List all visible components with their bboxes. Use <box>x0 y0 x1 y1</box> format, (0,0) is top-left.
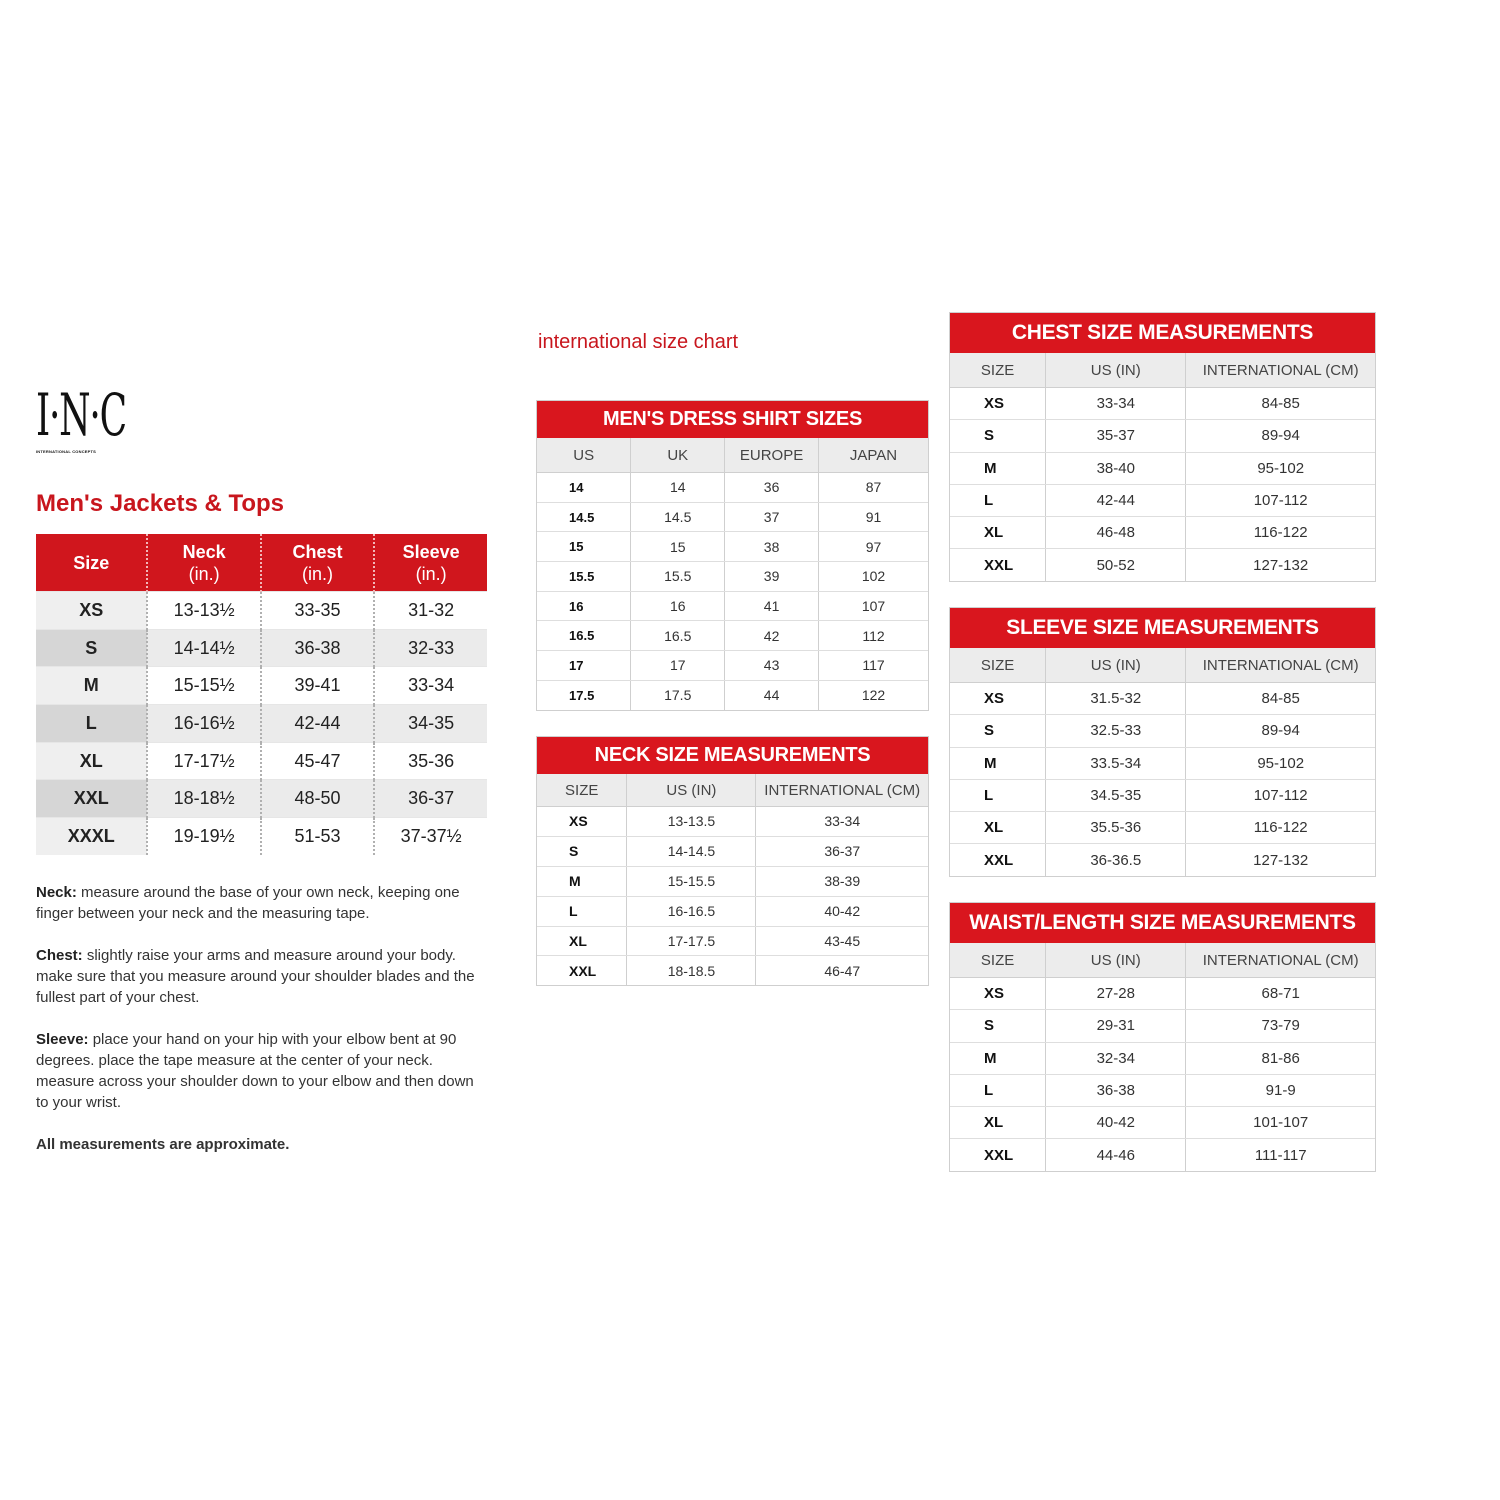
size-cell: L <box>950 1074 1046 1106</box>
note-neck: Neck: measure around the base of your own neck, keeping one finger between your neck and the measuring tape. <box>36 884 460 922</box>
size-cell: XS <box>36 592 147 630</box>
value-cell: 40-42 <box>1046 1107 1186 1139</box>
value-cell: 14.5 <box>631 502 725 532</box>
column-header: INTERNATIONAL (CM) <box>756 774 928 807</box>
dress-shirt-body <box>537 473 928 710</box>
size-cell: 14 <box>537 473 631 503</box>
value-cell: 51-53 <box>261 818 375 855</box>
value-cell: 13-13½ <box>147 592 260 630</box>
value-cell: 13-13.5 <box>627 807 756 837</box>
jackets-header-sleeve: Sleeve (in.) <box>374 534 487 592</box>
sleeve-size-panel <box>949 607 1376 877</box>
column-header: US (IN) <box>1046 943 1186 978</box>
chest-size-body <box>950 388 1375 581</box>
table-row <box>537 562 928 592</box>
table-row <box>950 1074 1375 1106</box>
inc-logo <box>36 381 126 460</box>
measurement-notes <box>36 882 488 1176</box>
table-row <box>950 1107 1375 1139</box>
value-cell: 117 <box>818 651 928 681</box>
table-row <box>950 1042 1375 1074</box>
size-cell: S <box>36 629 147 667</box>
dress-shirt-title: MEN'S DRESS SHIRT SIZES <box>537 401 928 438</box>
table-row <box>36 818 487 855</box>
value-cell: 33-34 <box>756 807 928 837</box>
value-cell: 116-122 <box>1186 812 1375 844</box>
neck-size-panel <box>536 736 929 986</box>
waist-length-size-table <box>950 943 1375 1171</box>
table-row <box>36 592 487 630</box>
value-cell: 18-18.5 <box>627 956 756 985</box>
note-sleeve: Sleeve: place your hand on your hip with your elbow bent at 90 degrees. place the tape measure at the center of your neck. measure across your shoulder down to your elbow and then down to your wrist. <box>36 1031 474 1111</box>
value-cell: 37-37½ <box>374 818 487 855</box>
value-cell: 33-34 <box>1046 388 1186 420</box>
table-row <box>537 680 928 709</box>
table-row <box>537 621 928 651</box>
value-cell: 95-102 <box>1186 452 1375 484</box>
logo-subtitle: INTERNATIONAL CONCEPTS <box>36 449 97 454</box>
table-row <box>950 388 1375 420</box>
value-cell: 45-47 <box>261 742 375 780</box>
table-row <box>950 844 1375 876</box>
value-cell: 42-44 <box>261 705 375 743</box>
value-cell: 17-17½ <box>147 742 260 780</box>
value-cell: 33-34 <box>374 667 487 705</box>
size-cell: XL <box>950 1107 1046 1139</box>
value-cell: 107 <box>818 591 928 621</box>
value-cell: 91 <box>818 502 928 532</box>
table-row <box>537 502 928 532</box>
size-cell: XXL <box>36 780 147 818</box>
table-row <box>950 420 1375 452</box>
value-cell: 38-40 <box>1046 452 1186 484</box>
value-cell: 35-36 <box>374 742 487 780</box>
value-cell: 87 <box>818 473 928 503</box>
value-cell: 107-112 <box>1186 779 1375 811</box>
size-cell: S <box>950 420 1046 452</box>
table-row <box>537 651 928 681</box>
table-row <box>36 780 487 818</box>
value-cell: 18-18½ <box>147 780 260 818</box>
size-cell: XL <box>950 517 1046 549</box>
size-cell: XXXL <box>36 818 147 855</box>
chest-size-table <box>950 353 1375 581</box>
neck-size-table <box>537 774 928 985</box>
value-cell: 37 <box>725 502 819 532</box>
value-cell: 40-42 <box>756 896 928 926</box>
size-cell: L <box>36 705 147 743</box>
table-row <box>537 532 928 562</box>
size-cell: XS <box>950 388 1046 420</box>
value-cell: 36-36.5 <box>1046 844 1186 876</box>
value-cell: 43-45 <box>756 926 928 956</box>
size-cell: M <box>950 452 1046 484</box>
value-cell: 68-71 <box>1186 978 1375 1010</box>
table-row <box>950 1010 1375 1042</box>
column-header: INTERNATIONAL (CM) <box>1186 648 1375 683</box>
column-header: EUROPE <box>725 438 819 473</box>
size-cell: XL <box>950 812 1046 844</box>
value-cell: 43 <box>725 651 819 681</box>
table-row <box>950 484 1375 516</box>
sleeve-size-header-row <box>950 648 1375 683</box>
value-cell: 38-39 <box>756 866 928 896</box>
table-row <box>950 549 1375 581</box>
value-cell: 27-28 <box>1046 978 1186 1010</box>
size-cell: 16 <box>537 591 631 621</box>
value-cell: 116-122 <box>1186 517 1375 549</box>
value-cell: 14 <box>631 473 725 503</box>
value-cell: 15.5 <box>631 562 725 592</box>
value-cell: 15 <box>631 532 725 562</box>
table-row <box>537 591 928 621</box>
dress-shirt-table <box>537 438 928 710</box>
logo-mark: I·N·C <box>36 381 126 449</box>
column-header: US <box>537 438 631 473</box>
sleeve-size-table <box>950 648 1375 876</box>
value-cell: 17.5 <box>631 680 725 709</box>
table-row <box>36 705 487 743</box>
size-cell: S <box>537 836 627 866</box>
column-header: SIZE <box>950 648 1046 683</box>
value-cell: 102 <box>818 562 928 592</box>
column-header: SIZE <box>950 353 1046 388</box>
value-cell: 16.5 <box>631 621 725 651</box>
size-cell: 16.5 <box>537 621 631 651</box>
table-row <box>950 517 1375 549</box>
size-cell: L <box>537 896 627 926</box>
note-approximate: All measurements are approximate. <box>36 1136 290 1153</box>
value-cell: 111-117 <box>1254 1146 1307 1164</box>
table-row <box>36 667 487 705</box>
column-header: SIZE <box>950 943 1046 978</box>
value-cell: 73-79 <box>1186 1010 1375 1042</box>
waist-length-size-panel <box>949 902 1376 1172</box>
value-cell: 15-15½ <box>147 667 260 705</box>
table-row <box>537 473 928 503</box>
jackets-header-row <box>36 534 487 592</box>
value-cell: 36-38 <box>261 629 375 667</box>
value-cell: 17 <box>631 651 725 681</box>
column-header: INTERNATIONAL (CM) <box>1186 943 1375 978</box>
size-cell: 17 <box>537 651 631 681</box>
size-cell: M <box>950 747 1046 779</box>
table-row <box>950 1139 1375 1171</box>
sleeve-size-body <box>950 683 1375 876</box>
value-cell: 91-9 <box>1186 1074 1375 1106</box>
value-cell: 42 <box>725 621 819 651</box>
waist-length-size-title: WAIST/LENGTH SIZE MEASUREMENTS <box>950 903 1375 943</box>
chest-size-header-row <box>950 353 1375 388</box>
jackets-title: Men's Jackets & Tops <box>36 490 285 517</box>
value-cell: 112 <box>818 621 928 651</box>
value-cell: 84-85 <box>1186 683 1375 715</box>
table-row <box>36 629 487 667</box>
value-cell: 95-102 <box>1186 747 1375 779</box>
size-cell: S <box>950 715 1046 747</box>
value-cell: 41 <box>725 591 819 621</box>
size-cell: XXL <box>950 1139 1046 1171</box>
value-cell: 17-17.5 <box>627 926 756 956</box>
value-cell: 39 <box>725 562 819 592</box>
size-cell: XS <box>537 807 627 837</box>
value-cell: 36-37 <box>756 836 928 866</box>
size-cell: XL <box>537 926 627 956</box>
table-row <box>950 715 1375 747</box>
size-cell: 17.5 <box>537 680 631 709</box>
sleeve-size-title: SLEEVE SIZE MEASUREMENTS <box>950 608 1375 648</box>
value-cell: 48-50 <box>261 780 375 818</box>
size-cell: M <box>950 1042 1046 1074</box>
table-row <box>950 812 1375 844</box>
value-cell: 34-35 <box>374 705 487 743</box>
size-cell: XXL <box>950 844 1046 876</box>
value-cell: 35.5-36 <box>1046 812 1186 844</box>
neck-size-title: NECK SIZE MEASUREMENTS <box>537 737 928 774</box>
column-header: JAPAN <box>818 438 928 473</box>
size-cell: L <box>950 484 1046 516</box>
table-row <box>950 978 1375 1010</box>
value-cell: 36 <box>725 473 819 503</box>
value-cell: 36-38 <box>1046 1074 1186 1106</box>
chest-size-panel <box>949 312 1376 582</box>
column-header: US (IN) <box>1046 648 1186 683</box>
size-cell: S <box>950 1010 1046 1042</box>
column-header: US (IN) <box>627 774 756 807</box>
value-cell: 127-132 <box>1253 556 1309 574</box>
value-cell: 127-132 <box>1253 851 1309 869</box>
size-cell: M <box>537 866 627 896</box>
value-cell: 46-48 <box>1046 517 1186 549</box>
value-cell: 14-14½ <box>147 629 260 667</box>
waist-length-body <box>950 978 1375 1171</box>
value-cell: 107-112 <box>1186 484 1375 516</box>
value-cell: 38 <box>725 532 819 562</box>
value-cell: 32-33 <box>374 629 487 667</box>
value-cell: 39-41 <box>261 667 375 705</box>
value-cell: 29-31 <box>1046 1010 1186 1042</box>
value-cell: 35-37 <box>1046 420 1186 452</box>
chest-size-title: CHEST SIZE MEASUREMENTS <box>950 313 1375 353</box>
column-header: UK <box>631 438 725 473</box>
table-row <box>950 452 1375 484</box>
size-cell: XL <box>36 742 147 780</box>
table-row <box>537 926 928 956</box>
dress-shirt-header-row <box>537 438 928 473</box>
neck-size-header-row <box>537 774 928 807</box>
value-cell: 16-16.5 <box>627 896 756 926</box>
value-cell: 19-19½ <box>147 818 260 855</box>
note-chest: Chest: slightly raise your arms and measure around your body. make sure that you measure around your shoulder blades and the fullest part of your chest. <box>36 947 475 1006</box>
value-cell: 97 <box>818 532 928 562</box>
value-cell: 101-107 <box>1186 1107 1375 1139</box>
value-cell: 42-44 <box>1046 484 1186 516</box>
size-cell: 14.5 <box>537 502 631 532</box>
value-cell: 32.5-33 <box>1046 715 1186 747</box>
value-cell: 33-35 <box>261 592 375 630</box>
column-header: SIZE <box>537 774 627 807</box>
value-cell: 44-46 <box>1046 1139 1186 1171</box>
value-cell: 34.5-35 <box>1046 779 1186 811</box>
jackets-table <box>36 534 487 855</box>
value-cell: 16 <box>631 591 725 621</box>
size-cell: XS <box>950 683 1046 715</box>
table-row <box>537 807 928 837</box>
table-row <box>950 779 1375 811</box>
value-cell: 46-47 <box>824 962 861 979</box>
column-header: INTERNATIONAL (CM) <box>1186 353 1375 388</box>
value-cell: 89-94 <box>1186 420 1375 452</box>
value-cell: 122 <box>861 687 886 704</box>
value-cell: 31.5-32 <box>1046 683 1186 715</box>
column-header: US (IN) <box>1046 353 1186 388</box>
table-row <box>537 836 928 866</box>
value-cell: 32-34 <box>1046 1042 1186 1074</box>
value-cell: 81-86 <box>1186 1042 1375 1074</box>
neck-size-body <box>537 807 928 986</box>
jackets-header-size: Size <box>36 534 147 592</box>
size-cell: XXL <box>950 549 1046 581</box>
international-size-chart-title: international size chart <box>538 331 739 353</box>
table-row <box>950 683 1375 715</box>
table-row <box>537 896 928 926</box>
value-cell: 84-85 <box>1186 388 1375 420</box>
size-cell: M <box>36 667 147 705</box>
waist-length-header-row <box>950 943 1375 978</box>
table-row <box>537 956 928 985</box>
value-cell: 89-94 <box>1186 715 1375 747</box>
jackets-body <box>36 592 487 855</box>
jackets-header-neck: Neck (in.) <box>147 534 260 592</box>
size-cell: 15.5 <box>537 562 631 592</box>
value-cell: 16-16½ <box>147 705 260 743</box>
value-cell: 31-32 <box>374 592 487 630</box>
value-cell: 14-14.5 <box>627 836 756 866</box>
value-cell: 50-52 <box>1046 549 1186 581</box>
table-row <box>537 866 928 896</box>
value-cell: 36-37 <box>374 780 487 818</box>
table-row <box>950 747 1375 779</box>
value-cell: 44 <box>725 680 819 709</box>
jackets-header-chest: Chest (in.) <box>261 534 375 592</box>
size-cell: 15 <box>537 532 631 562</box>
value-cell: 15-15.5 <box>627 866 756 896</box>
size-cell: XS <box>950 978 1046 1010</box>
value-cell: 33.5-34 <box>1046 747 1186 779</box>
table-row <box>36 742 487 780</box>
dress-shirt-sizes-panel <box>536 400 929 711</box>
size-cell: L <box>950 779 1046 811</box>
size-cell: XXL <box>537 956 627 985</box>
